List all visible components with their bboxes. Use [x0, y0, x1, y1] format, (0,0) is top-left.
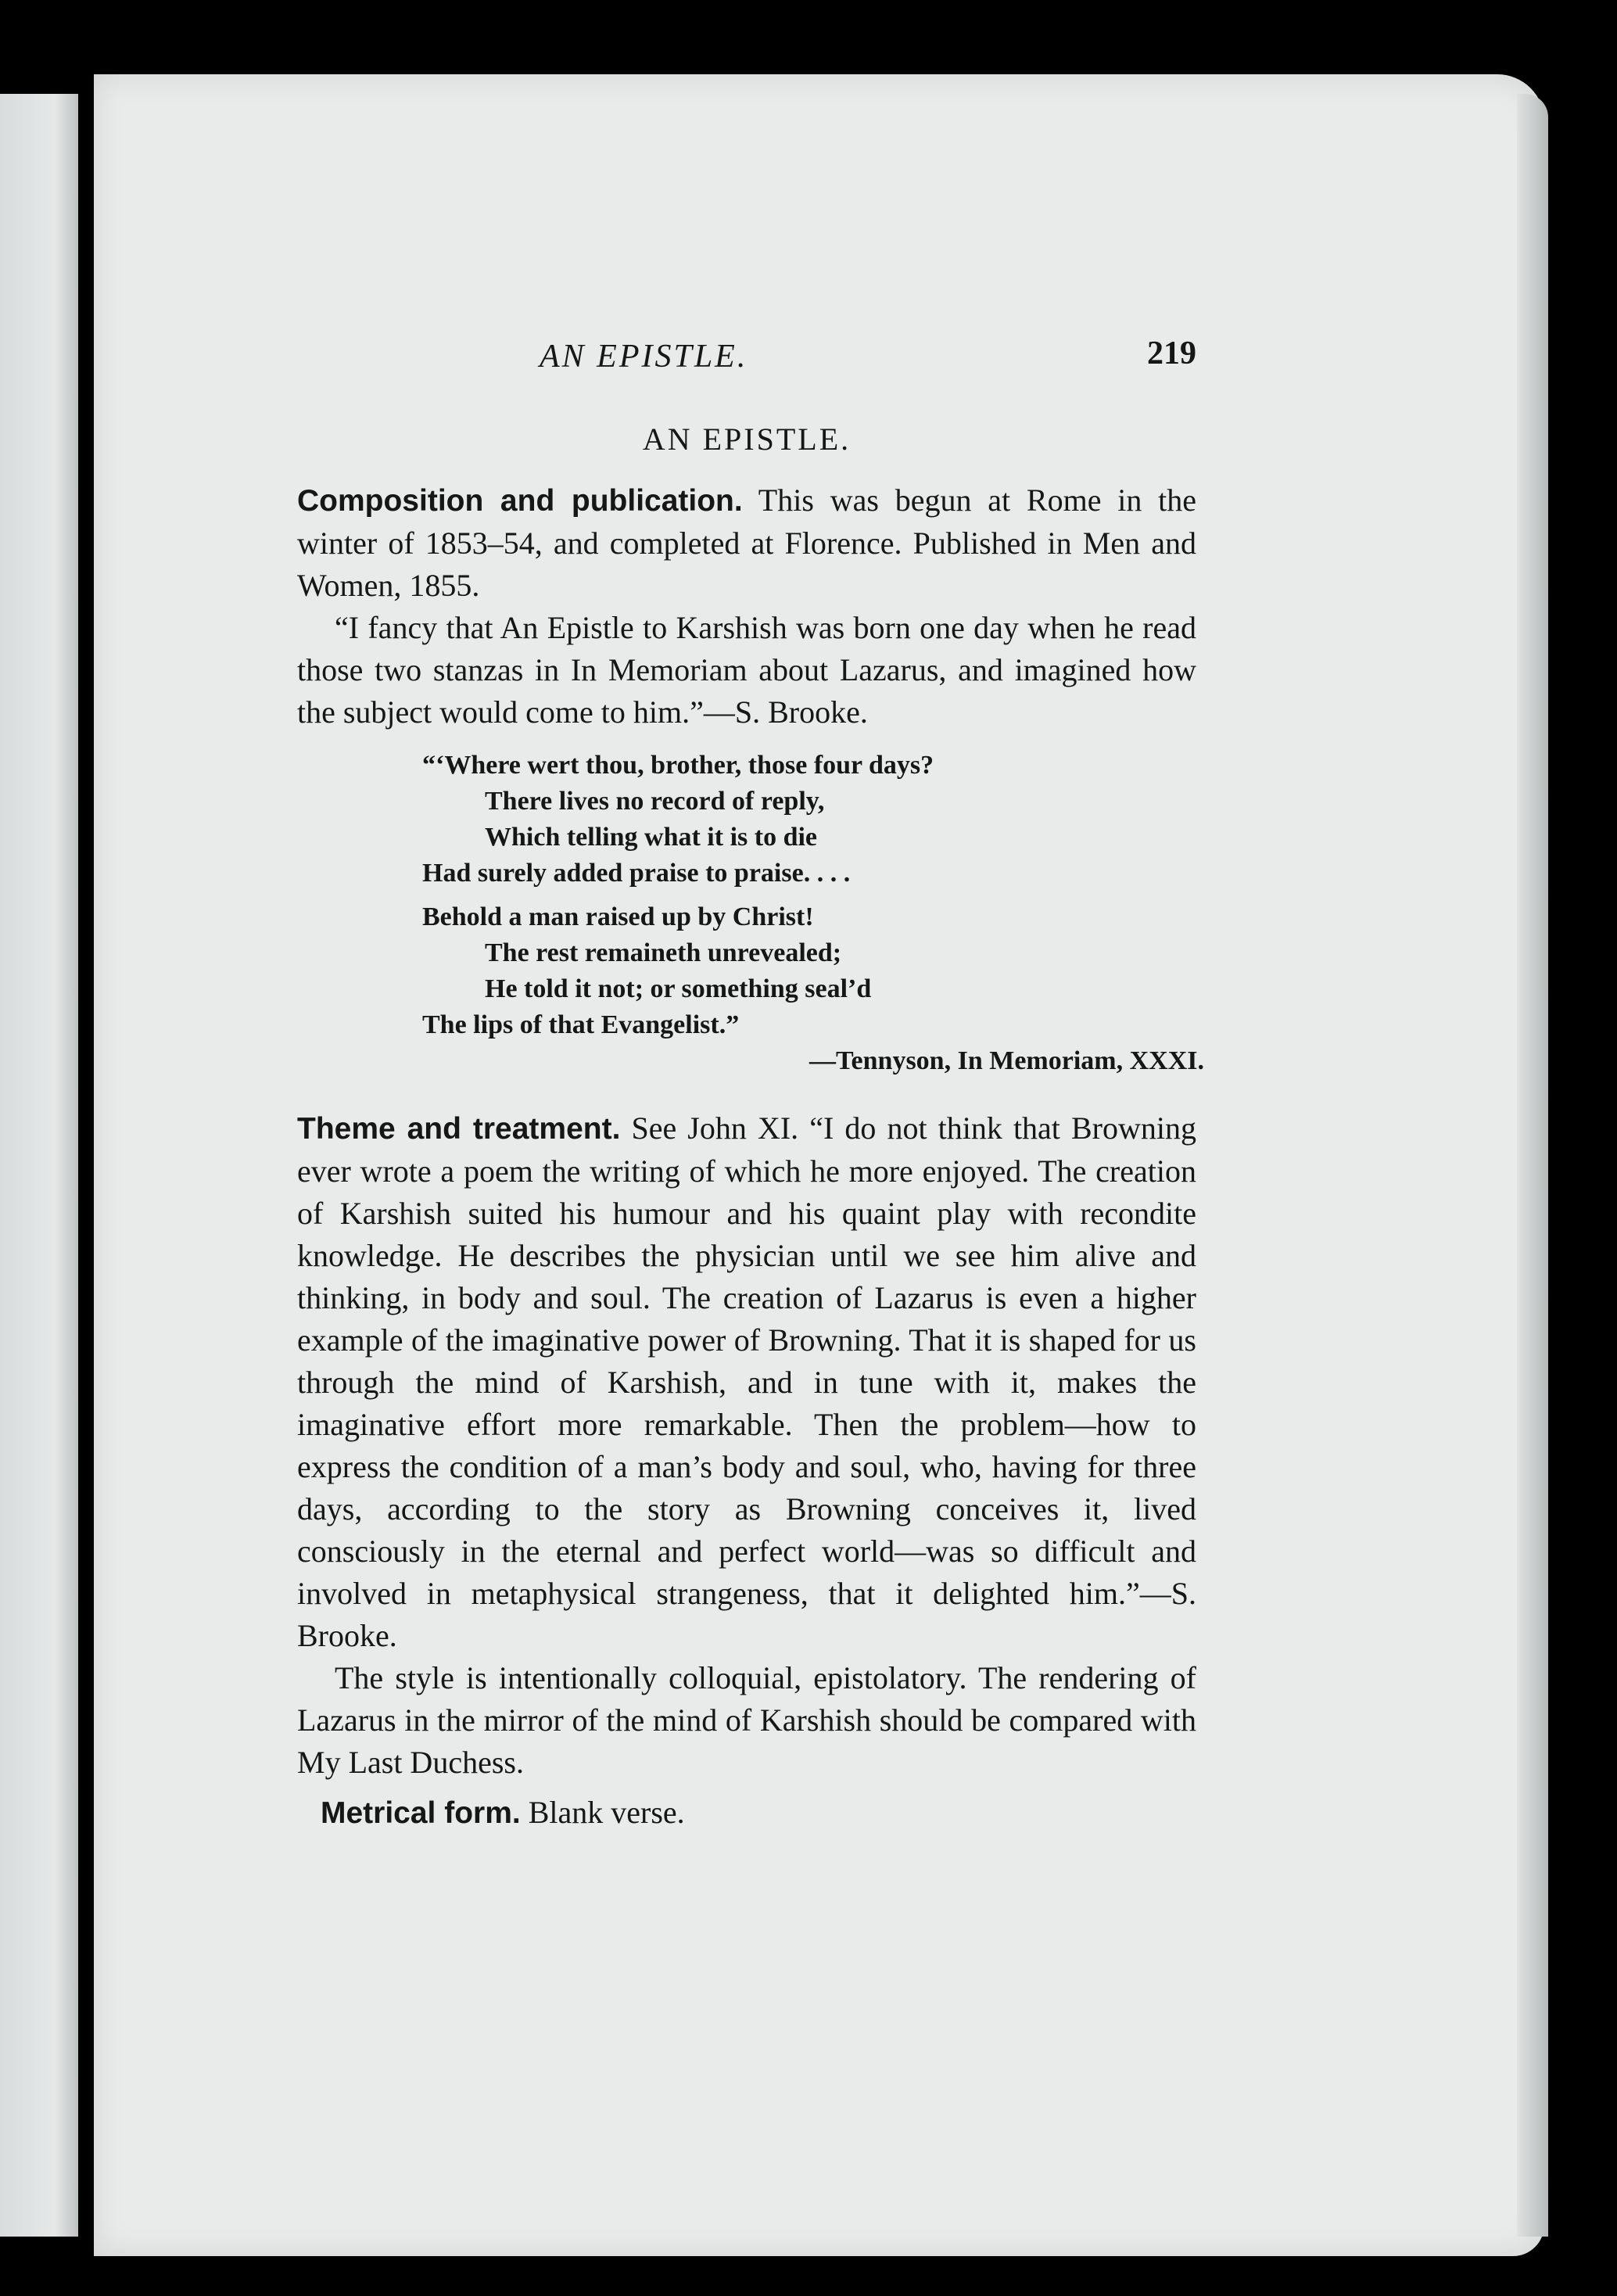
brooke-quote-paragraph: “I fancy that An Epistle to Karshish was born one day when he read those two stanzas in In Memoriam about Lazarus, and imagined how the subject would come to him.”—S. Brooke. — [297, 610, 1196, 730]
verse-line: The lips of that Evangelist.” — [422, 1010, 740, 1039]
composition-paragraph — [297, 479, 1196, 607]
composition-text: This was begun at Rome in the winter of 1853–54, and completed at Florence. Published in Men and Women, 1855. — [297, 483, 1197, 603]
page-fore-edge — [1517, 94, 1548, 2237]
verse-line: The rest remaineth unrevealed; — [485, 938, 842, 967]
tennyson-verse — [422, 748, 1204, 1079]
theme-paragraph — [297, 1107, 1196, 1657]
composition-label: Composition and publication. — [297, 484, 743, 518]
theme-text: See John XI. “I do not think that Browning ever wrote a poem the writing of which he more enjoyed. The creation of Karshish suited his humour and his quaint play with recondite knowledge. He describes the physician until we see him alive and thinking, in body and soul. The creation of Lazarus is even a higher example of the imaginative power of Browning. That it is shaped for us through the mind of Karshish, and in tune with it, makes the imaginative effort more remarkable. Then the problem—how to express the condition of a man’s body and soul, who, having for three days, according to the story as Browning conceives it, lived consciously in the eternal and perfect world—was so difficult and involved in metaphysical strangeness, that it delighted him.”—S. Brooke. — [297, 1110, 1196, 1653]
running-head — [297, 328, 1196, 383]
page-content — [297, 328, 1204, 1835]
theme-label: Theme and treatment. — [297, 1112, 621, 1146]
facing-page-edge — [0, 94, 78, 2237]
section-title: AN EPISTLE. — [642, 422, 852, 457]
verse-line: There lives no record of reply, — [485, 787, 825, 816]
verse-line: “‘Where wert thou, brother, those four days? — [422, 751, 934, 780]
verse-line: Had surely added praise to praise. . . . — [422, 859, 851, 888]
metrical-text: Blank verse. — [528, 1795, 685, 1830]
metrical-paragraph — [297, 1792, 1196, 1835]
style-paragraph: The style is intentionally colloquial, epistolatory. The rendering of Lazarus in the mirror of the mind of Karshish should be compared with My Last Duchess. — [297, 1660, 1196, 1780]
metrical-label: Metrical form. — [321, 1796, 521, 1830]
running-title: AN EPISTLE. — [540, 339, 748, 375]
page-number: 219 — [1147, 335, 1196, 371]
verse-attribution: —Tennyson, In Memoriam, XXXI. — [808, 1046, 1204, 1075]
verse-line: Behold a man raised up by Christ! — [422, 902, 814, 931]
verse-line: Which telling what it is to die — [485, 823, 818, 852]
verse-line: He told it not; or something seal’d — [485, 974, 872, 1003]
